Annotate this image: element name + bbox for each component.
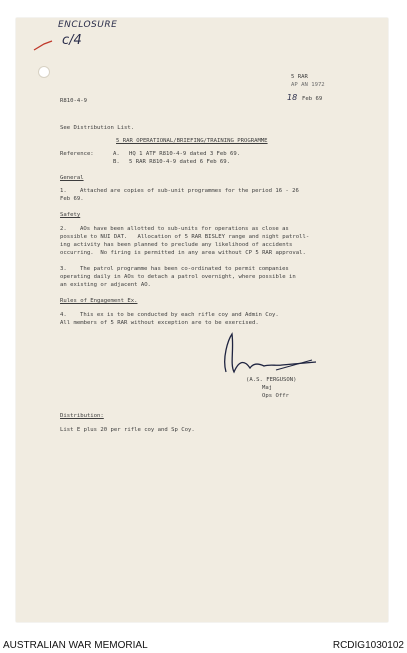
reference-b-text: 5 RAR R810-4-9 dated 6 Feb 69. bbox=[129, 159, 231, 165]
para-2-line: AOs have been allotted to sub-units for operations as close as bbox=[80, 226, 289, 232]
unit-stamp: 5 RAR bbox=[291, 74, 308, 80]
signatory-role: Ops Offr bbox=[262, 393, 289, 399]
ap-stamp: AP AN 1972 bbox=[291, 82, 325, 88]
document-title: 5 RAR OPERATIONAL/BRIEFING/TRAINING PROGRAMME bbox=[116, 138, 268, 144]
reference-a-letter: A. bbox=[113, 151, 120, 157]
para-2-line: occurring. No firing is permitted in any area without CP 5 RAR approval. bbox=[60, 250, 306, 256]
addressee: See Distribution List. bbox=[60, 125, 135, 131]
para-1-line: Feb 69. bbox=[60, 196, 84, 202]
general-heading: General bbox=[60, 175, 84, 181]
section-heading: Rules of Engagement Ex. bbox=[60, 298, 138, 304]
distribution-text: List E plus 20 per rifle coy and Sp Coy. bbox=[60, 427, 195, 433]
archive-id: RCDIG1030102 bbox=[332, 640, 404, 651]
para-4-line: All members of 5 RAR without exception are to be exercised. bbox=[60, 320, 259, 326]
enclosure-annotation: ENCLOSURE bbox=[58, 20, 118, 30]
date-typed: Feb 69 bbox=[302, 96, 323, 102]
para-2-number: 2. bbox=[60, 226, 67, 232]
para-3-line: an existing or adjacent AO. bbox=[60, 282, 151, 288]
signatory-rank: Maj bbox=[262, 385, 273, 391]
para-3-number: 3. bbox=[60, 266, 67, 272]
para-4-line: This ex is to be conducted by each rifle coy and Admin Coy. bbox=[80, 312, 279, 318]
punch-hole bbox=[38, 66, 50, 78]
para-3-line: operating daily in AOs to detach a patrol overnight, where possible in bbox=[60, 274, 296, 280]
para-2-line: possible to NUI DAT. Allocation of 5 RAR BISLEY range and night patroll- bbox=[60, 234, 310, 240]
reference-b-letter: B. bbox=[113, 159, 120, 165]
para-1-line: Attached are copies of sub-unit programmes for the period 16 - 26 bbox=[80, 188, 299, 194]
file-reference: R810-4-9 bbox=[60, 98, 87, 104]
signatory-name: (A.S. FERGUSON) bbox=[246, 377, 297, 383]
archive-name: AUSTRALIAN WAR MEMORIAL bbox=[3, 640, 148, 651]
enclosure-number: c/4 bbox=[62, 33, 82, 48]
distribution-heading: Distribution: bbox=[60, 413, 104, 419]
reference-a-text: HQ 1 ATF R810-4-9 dated 3 Feb 69. bbox=[129, 151, 241, 157]
reference-label: Reference: bbox=[60, 151, 94, 157]
safety-heading: Safety bbox=[60, 212, 81, 218]
para-1-number: 1. bbox=[60, 188, 67, 194]
para-4-number: 4. bbox=[60, 312, 67, 318]
date-handwritten: 18 bbox=[287, 93, 298, 102]
red-tick-mark bbox=[32, 40, 54, 52]
signature bbox=[216, 328, 326, 378]
para-3-line: The patrol programme has been co-ordinated to permit companies bbox=[80, 266, 289, 272]
para-2-line: ing activity has been planned to preclude any likelihood of accidents bbox=[60, 242, 293, 248]
